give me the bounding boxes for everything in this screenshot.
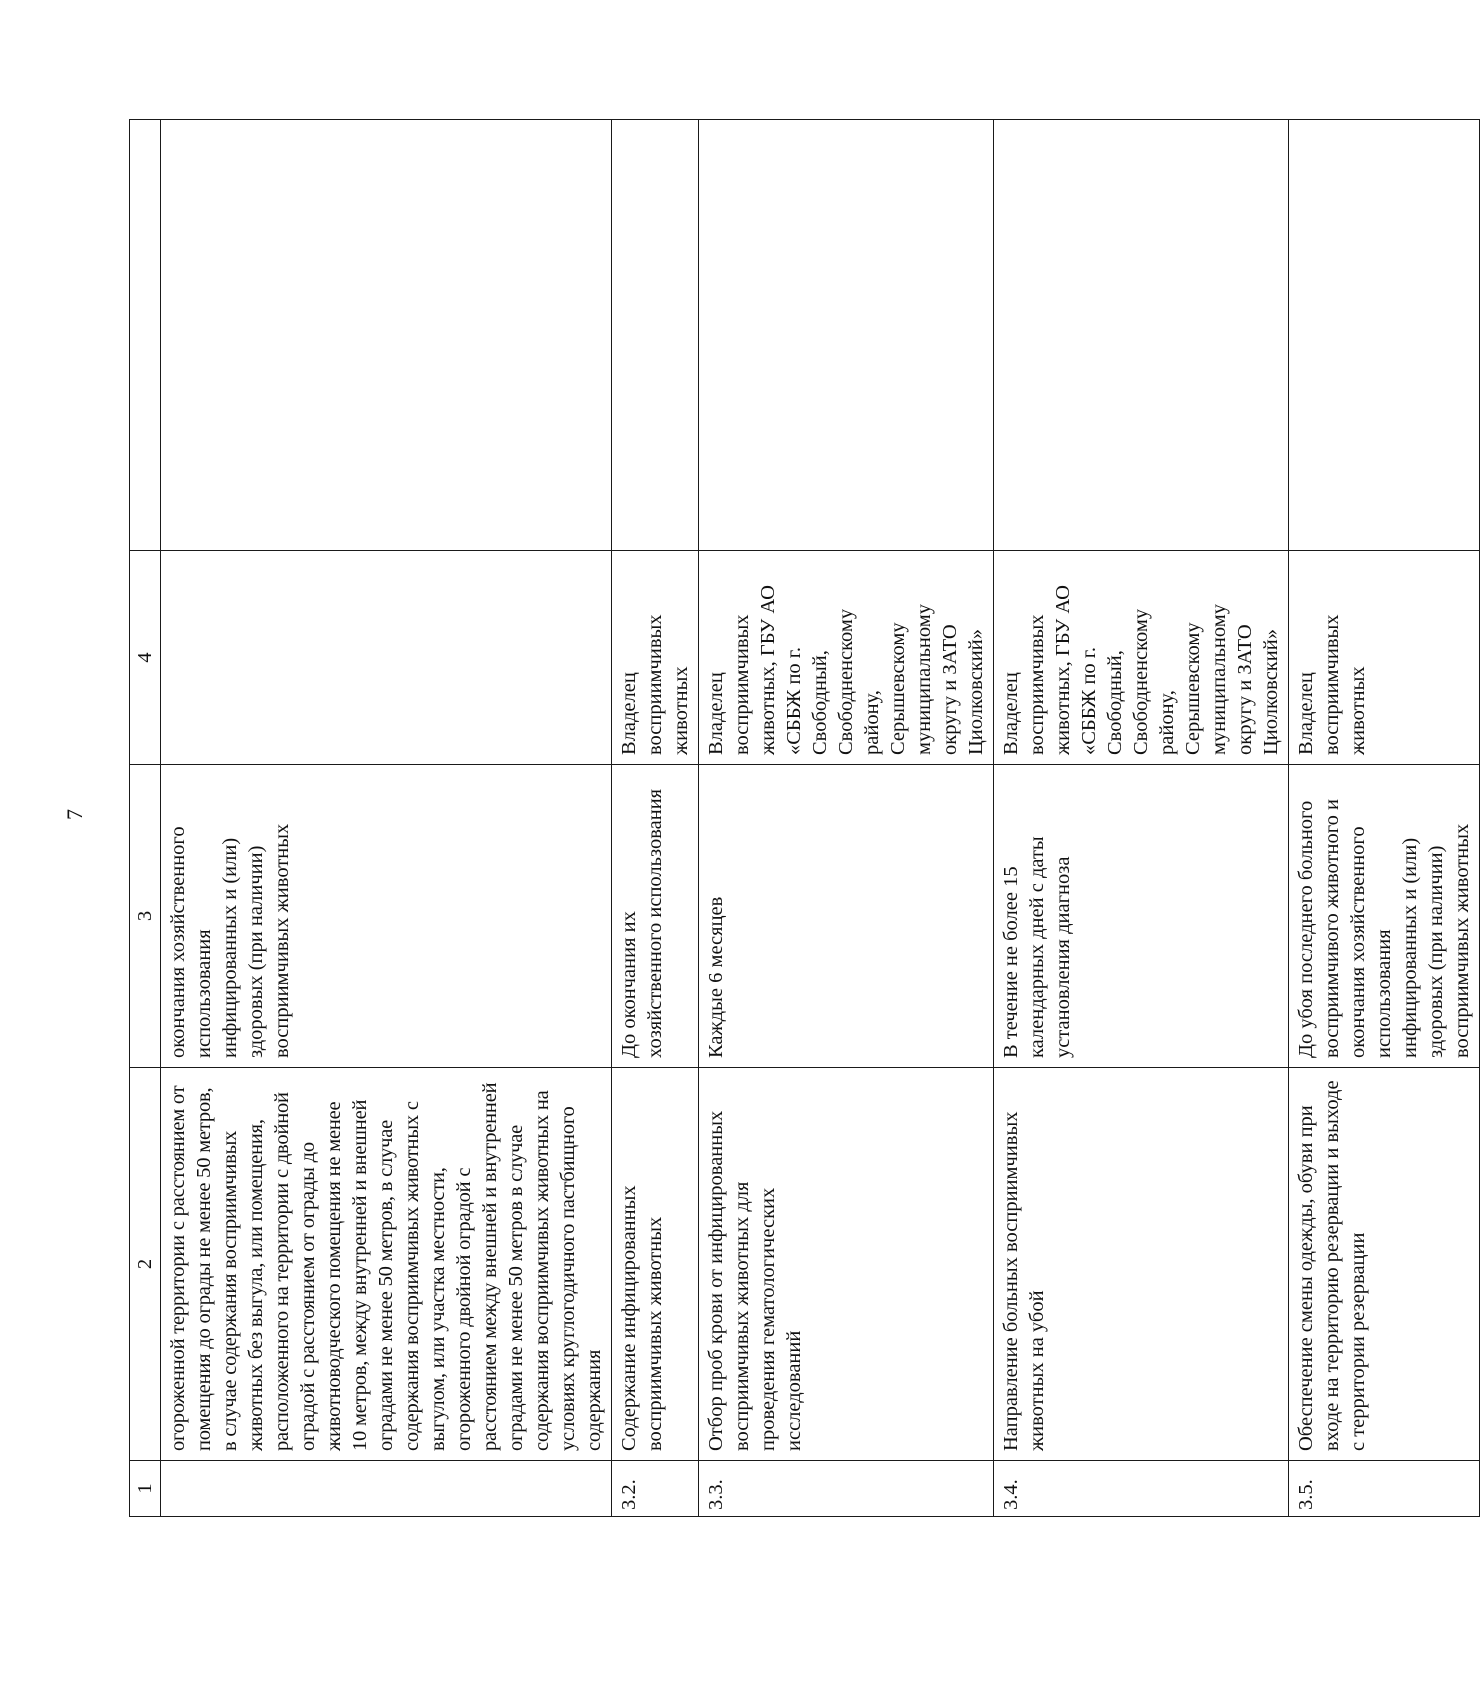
empty-cell xyxy=(612,120,699,551)
header-cell-4: 4 xyxy=(130,551,161,765)
deadline-cell: До окончания их хозяйственного использования xyxy=(612,765,699,1068)
deadline-cell: В течение не более 15 календарных дней с даты установления диагноза xyxy=(994,765,1289,1068)
responsible-cell: Владелец восприимчивых животных xyxy=(1289,551,1480,765)
row-number xyxy=(161,1461,612,1517)
empty-cell xyxy=(699,120,994,551)
row-number: 3.3. xyxy=(699,1461,994,1517)
row-number: 3.2. xyxy=(612,1461,699,1517)
measure-cell: Обеспечение смены одежды, обуви при входе на территорию резервации и выходе с территории резервации xyxy=(1289,1068,1480,1461)
responsible-cell xyxy=(161,551,612,765)
responsible-cell: Владелец восприимчивых животных xyxy=(612,551,699,765)
table-row xyxy=(161,120,612,1517)
empty-cell xyxy=(1289,120,1480,551)
measure-cell: огороженной территории с расстоянием от помещения до ограды не менее 50 метров, в случае содержания восприимчивых животных без выгула, или помещения, расположенного на территории с двойной оградой с расстоянием от ограды до животноводческого помещения не менее 10 метров, между внутренней и внешней оградами не менее 50 метров, в случае содержания восприимчивых животных с выгулом, или участка местности, огороженного двойной оградой с расстоянием между внешней и внутренней оградами не менее 50 метров в случае содержания восприимчивых животных на условиях круглогодичного пастбищного содержания xyxy=(161,1068,612,1461)
responsible-cell: Владелец восприимчивых животных, ГБУ АО «СББЖ по г. Свободный, Свободненскому району, Серышевскому муниципальному округу и ЗАТО Циолковский» xyxy=(699,551,994,765)
measure-cell: Отбор проб крови от инфицированных восприимчивых животных для проведения гематологических исследований xyxy=(699,1068,994,1461)
table-row xyxy=(994,120,1289,1517)
header-cell-1: 1 xyxy=(130,1461,161,1517)
header-cell-3: 3 xyxy=(130,765,161,1068)
table-row xyxy=(612,120,699,1517)
measure-cell: Направление больных восприимчивых животных на убой xyxy=(994,1068,1289,1461)
row-number: 3.5. xyxy=(1289,1461,1480,1517)
table-row xyxy=(1289,120,1480,1517)
empty-cell xyxy=(161,120,612,551)
deadline-cell: окончания хозяйственного использования инфицированных и (или) здоровых (при наличии) восприимчивых животных xyxy=(161,765,612,1068)
empty-cell xyxy=(994,120,1289,551)
page-number: 7 xyxy=(62,809,87,820)
header-cell-5 xyxy=(130,120,161,551)
responsible-cell: Владелец восприимчивых животных, ГБУ АО «СББЖ по г. Свободный, Свободненскому району, Серышевскому муниципальному округу и ЗАТО Циолковский» xyxy=(994,551,1289,765)
measure-cell: Содержание инфицированных восприимчивых животных xyxy=(612,1068,699,1461)
header-cell-2: 2 xyxy=(130,1068,161,1461)
table-row xyxy=(699,120,994,1517)
row-number: 3.4. xyxy=(994,1461,1289,1517)
measures-table xyxy=(129,119,1480,1517)
rotated-page-content xyxy=(129,120,1473,1517)
deadline-cell: Каждые 6 месяцев xyxy=(699,765,994,1068)
deadline-cell: До убоя последнего больного восприимчивого животного и окончания хозяйственного использования инфицированных и (или) здоровых (при наличии) восприимчивых животных xyxy=(1289,765,1480,1068)
table-header-row xyxy=(130,120,161,1517)
